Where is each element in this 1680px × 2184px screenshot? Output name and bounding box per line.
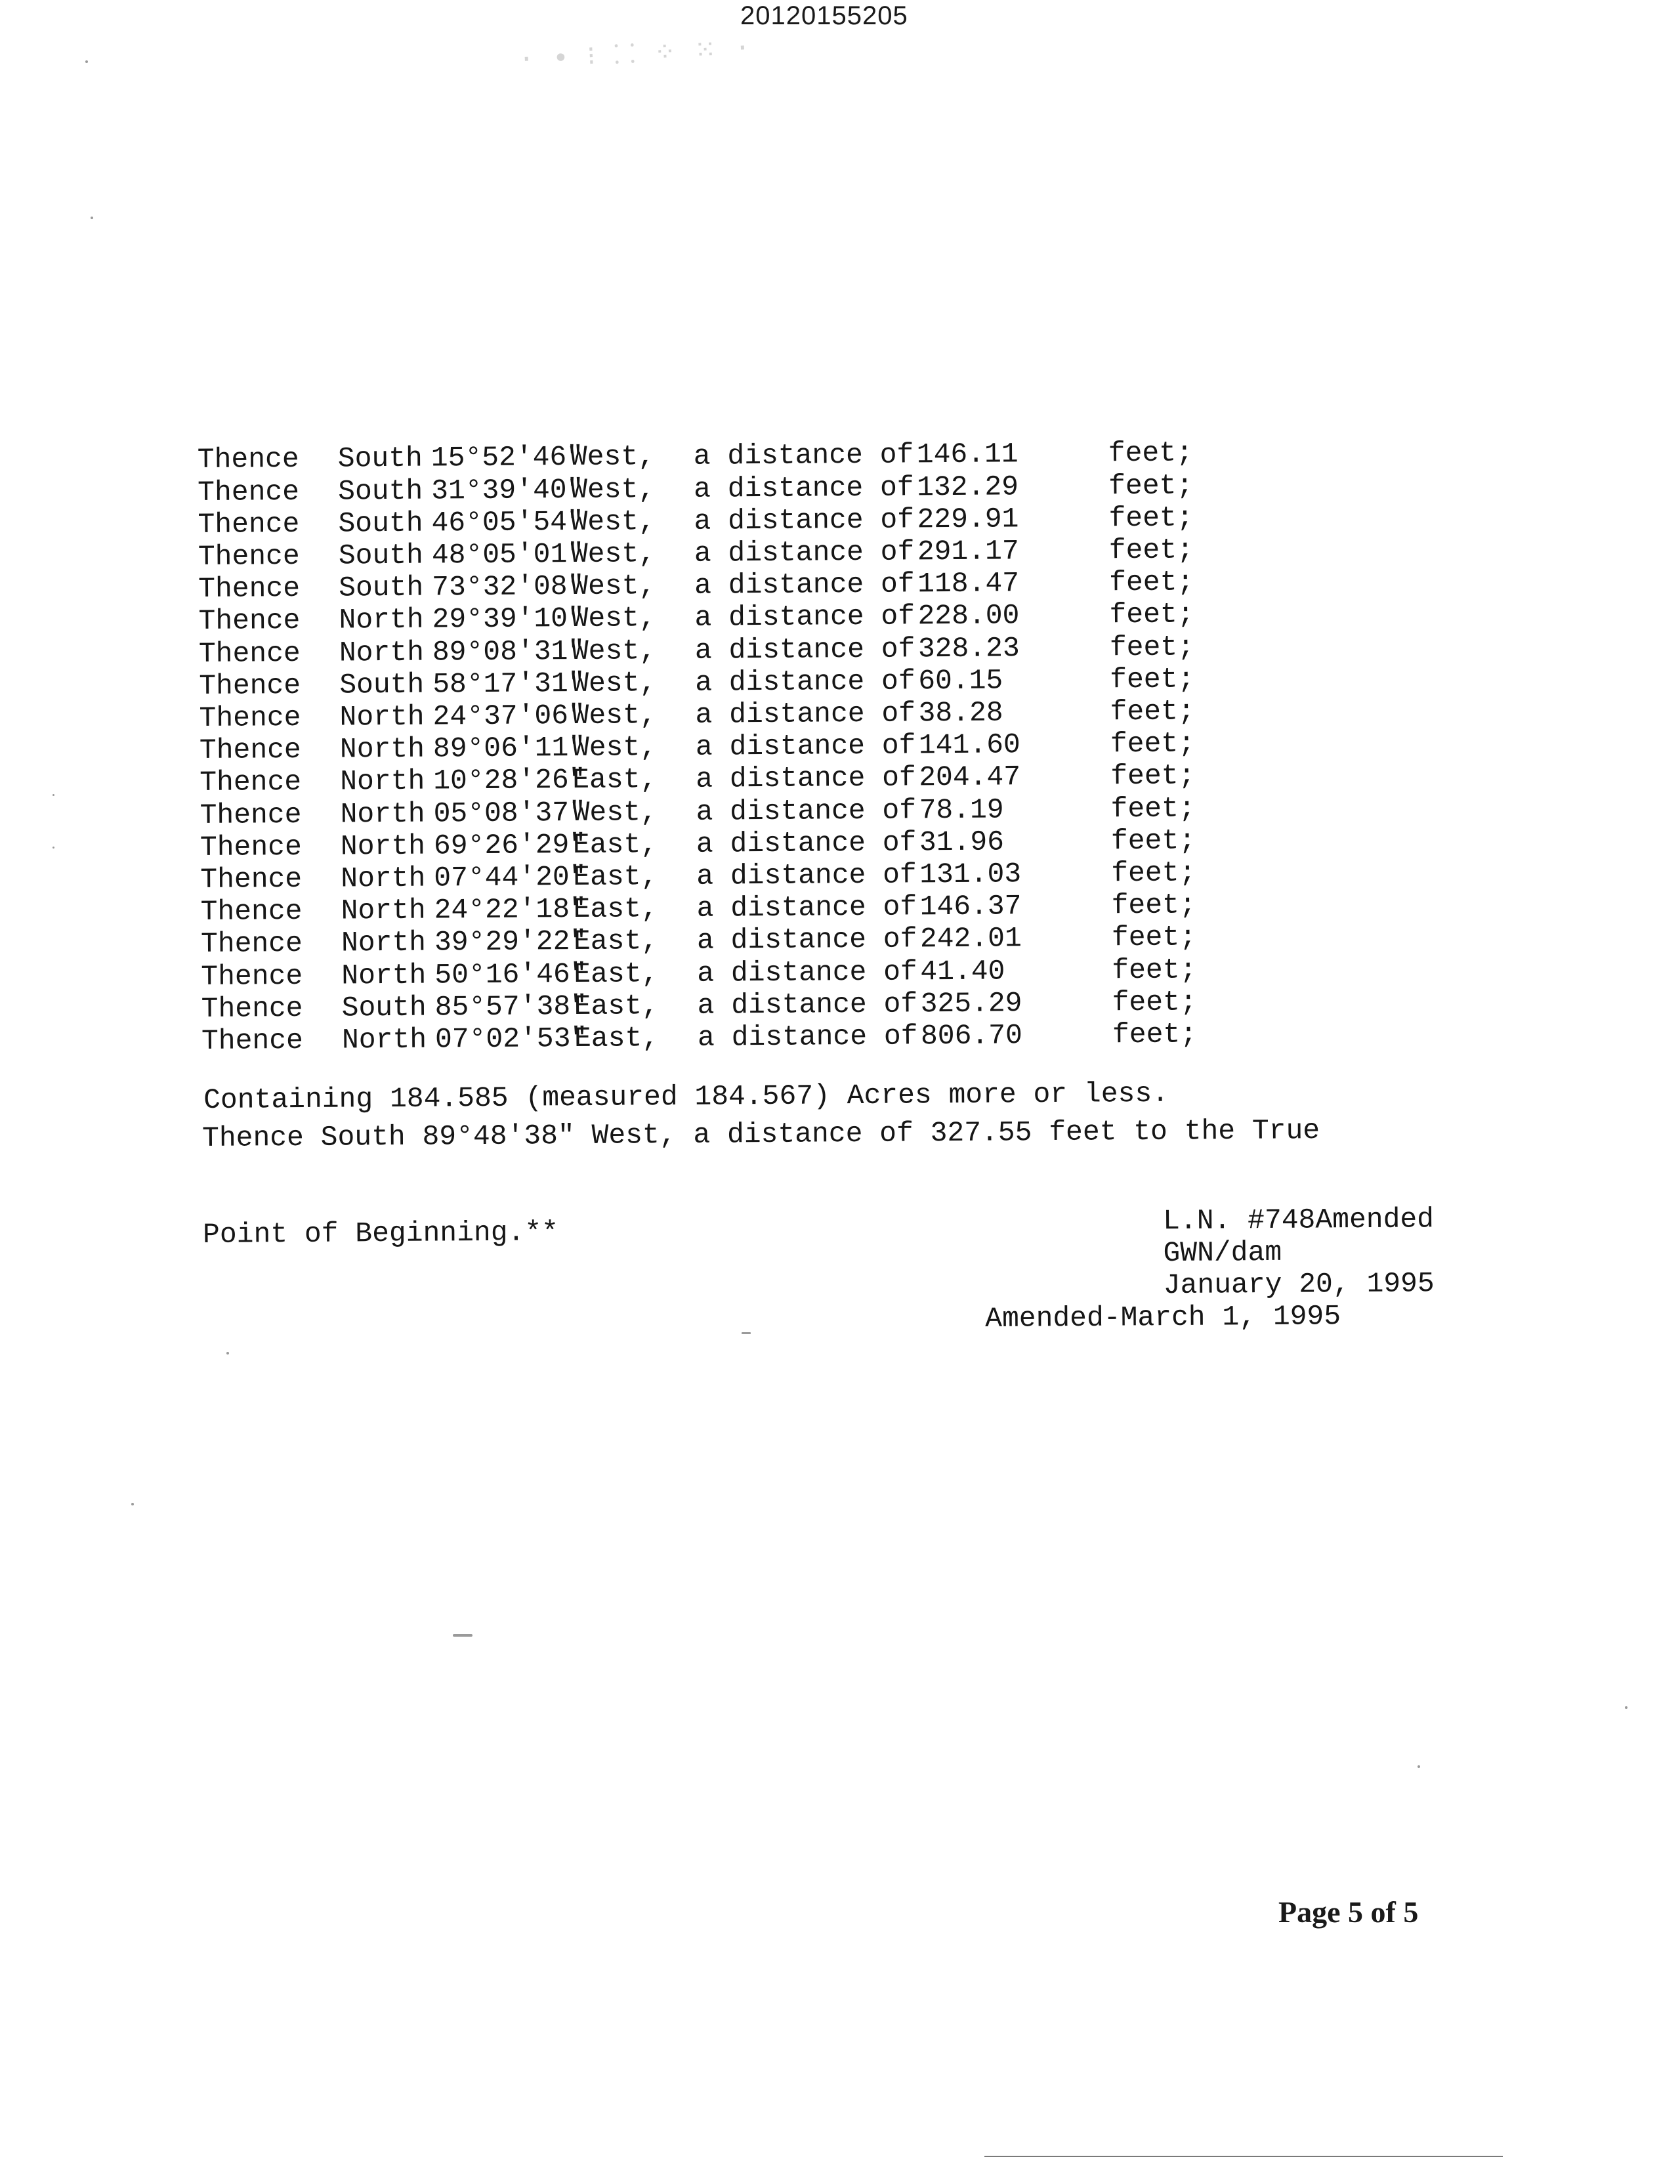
- call-unit: feet;: [1109, 598, 1194, 631]
- call-distance-phrase: a distance of: [696, 826, 917, 860]
- scan-speck: [453, 1634, 472, 1637]
- call-distance-value: 328.23: [917, 631, 1020, 665]
- call-unit: feet;: [1112, 986, 1197, 1019]
- amended-date: Amended-March 1, 1995: [985, 1300, 1341, 1335]
- call-unit: feet;: [1111, 921, 1197, 954]
- call-bearing: 10°28'26": [433, 764, 586, 797]
- call-unit: feet;: [1112, 954, 1197, 986]
- call-bearing: 89°08'31": [432, 635, 585, 669]
- call-thence: Thence: [200, 830, 302, 864]
- call-distance-value: 204.47: [919, 761, 1021, 794]
- call-distance-phrase: a distance of: [693, 438, 914, 473]
- bottom-rule: [984, 2156, 1503, 2157]
- call-unit: feet;: [1109, 631, 1195, 663]
- call-thence: Thence: [199, 701, 301, 735]
- call-thence: Thence: [197, 443, 299, 476]
- scan-speck: [1625, 1706, 1628, 1709]
- call-thence: Thence: [199, 734, 301, 767]
- call-distance-value: 118.47: [917, 567, 1020, 600]
- call-distance-value: 31.96: [919, 826, 1005, 859]
- call-distance-phrase: a distance of: [695, 729, 916, 763]
- initials: GWN/dam: [1163, 1236, 1282, 1270]
- call-direction: North: [340, 830, 426, 863]
- call-direction: North: [341, 894, 426, 927]
- scan-speck: [742, 1332, 751, 1334]
- call-thence: Thence: [200, 895, 303, 929]
- call-direction: North: [341, 1023, 427, 1057]
- call-bearing: 07°44'20": [434, 860, 587, 894]
- call-distance-phrase: a distance of: [694, 471, 914, 505]
- call-thence: Thence: [198, 475, 300, 509]
- call-distance-phrase: a distance of: [697, 988, 918, 1022]
- scan-speck: [52, 847, 54, 849]
- call-unit: feet;: [1108, 501, 1194, 535]
- call-east-west: West,: [571, 602, 656, 635]
- call-direction: South: [339, 571, 424, 604]
- call-distance-phrase: a distance of: [694, 600, 915, 635]
- call-distance-phrase: a distance of: [696, 761, 916, 796]
- call-direction: South: [339, 668, 425, 702]
- original-date: January 20, 1995: [1163, 1267, 1435, 1302]
- call-east-west: West,: [570, 472, 656, 506]
- call-unit: feet;: [1108, 469, 1194, 502]
- call-direction: South: [338, 539, 424, 572]
- call-unit: feet;: [1108, 534, 1194, 567]
- call-east-west: West,: [570, 537, 656, 571]
- call-distance-value: 242.01: [919, 922, 1022, 956]
- call-distance-value: 146.37: [919, 890, 1022, 923]
- call-bearing: 24°37'06": [432, 699, 586, 733]
- call-east-west: East,: [572, 763, 658, 797]
- call-east-west: East,: [572, 828, 658, 861]
- call-list: [198, 435, 1501, 1058]
- call-distance-value: 146.11: [916, 438, 1018, 471]
- call-distance-phrase: a distance of: [694, 503, 915, 537]
- call-direction: South: [337, 442, 423, 475]
- call-unit: feet;: [1109, 566, 1194, 599]
- call-bearing: 05°08'37": [433, 796, 587, 830]
- call-direction: North: [339, 636, 425, 669]
- acreage-statement: Containing 184.585 (measured 184.567) Acres more or less.: [203, 1077, 1169, 1116]
- call-distance-value: 132.29: [917, 470, 1019, 503]
- call-direction: South: [338, 507, 423, 540]
- call-east-west: West,: [572, 731, 658, 765]
- call-distance-value: 229.91: [917, 503, 1019, 536]
- call-unit: feet;: [1110, 824, 1196, 858]
- call-direction: North: [341, 927, 427, 959]
- call-distance-phrase: a distance of: [694, 536, 915, 570]
- call-distance-phrase: a distance of: [695, 665, 915, 699]
- page-number: Page 5 of 5: [1278, 1895, 1419, 1929]
- call-east-west: West,: [571, 634, 657, 667]
- call-direction: North: [339, 732, 425, 766]
- call-distance-value: 78.19: [919, 793, 1004, 826]
- scan-speck: [131, 1503, 134, 1505]
- metes-and-bounds-calls: [197, 370, 1503, 1283]
- call-bearing: 46°05'54": [431, 505, 584, 539]
- call-thence: Thence: [199, 669, 301, 702]
- call-east-west: East,: [574, 989, 659, 1022]
- call-distance-value: 41.40: [920, 955, 1005, 988]
- call-east-west: West,: [572, 666, 657, 700]
- call-thence: Thence: [200, 798, 302, 831]
- call-distance-phrase: a distance of: [696, 794, 917, 828]
- call-bearing: 24°22'18": [434, 893, 587, 927]
- call-distance-phrase: a distance of: [697, 1020, 918, 1054]
- call-east-west: West,: [572, 795, 658, 829]
- call-unit: feet;: [1110, 727, 1196, 761]
- call-bearing: 15°52'46": [430, 441, 584, 474]
- faint-stamp-mark: · ∙ ⁝ ⸬ ⁘ ⁙ ·: [518, 32, 753, 75]
- closing-call-line-2: Point of Beginning.**: [202, 1216, 559, 1251]
- call-bearing: 50°16'46": [434, 957, 587, 992]
- scan-speck: [52, 794, 54, 796]
- call-distance-value: 325.29: [920, 987, 1022, 1020]
- call-thence: Thence: [198, 637, 301, 670]
- call-unit: feet;: [1108, 436, 1194, 470]
- call-direction: North: [341, 862, 426, 895]
- call-bearing: 85°57'38": [434, 990, 588, 1024]
- scan-speck: [1418, 1765, 1420, 1768]
- call-distance-phrase: a distance of: [697, 956, 917, 990]
- call-distance-value: 141.60: [918, 728, 1020, 762]
- call-distance-value: 60.15: [918, 664, 1003, 698]
- call-thence: Thence: [200, 927, 303, 961]
- call-distance-phrase: a distance of: [696, 891, 917, 925]
- call-direction: North: [341, 959, 427, 992]
- call-distance-value: 228.00: [917, 599, 1020, 633]
- ln-reference: L.N. #748Amended: [1162, 1203, 1435, 1238]
- call-direction: South: [341, 991, 427, 1024]
- call-distance-value: 38.28: [918, 696, 1003, 730]
- call-thence: Thence: [200, 862, 303, 896]
- call-thence: Thence: [200, 766, 302, 799]
- call-thence: Thence: [198, 572, 301, 606]
- call-distance-value: 131.03: [919, 858, 1022, 891]
- call-bearing: 58°17'31": [432, 667, 585, 701]
- call-east-west: East,: [574, 957, 659, 990]
- scan-speck: [91, 217, 93, 219]
- call-direction: North: [339, 700, 425, 734]
- call-east-west: West,: [570, 505, 656, 538]
- call-unit: feet;: [1110, 759, 1196, 793]
- call-thence: Thence: [198, 539, 300, 574]
- call-distance-value: 291.17: [917, 535, 1019, 568]
- call-thence: Thence: [198, 507, 300, 541]
- call-bearing: 31°39'40": [431, 473, 584, 507]
- call-east-west: East,: [574, 1022, 660, 1055]
- call-unit: feet;: [1110, 695, 1195, 728]
- call-direction: North: [340, 765, 425, 798]
- scan-speck: [85, 60, 88, 63]
- document-number: 20120155205: [740, 1, 908, 30]
- call-bearing: 39°29'22": [434, 925, 587, 959]
- call-bearing: 73°32'08": [432, 570, 585, 604]
- call-thence: Thence: [201, 1024, 304, 1058]
- call-bearing: 89°06'11": [432, 732, 586, 765]
- call-distance-phrase: a distance of: [694, 632, 915, 667]
- call-distance-value: 806.70: [920, 1019, 1023, 1053]
- call-unit: feet;: [1111, 889, 1196, 922]
- call-bearing: 07°02'53": [434, 1022, 588, 1056]
- call-bearing: 48°05'01": [431, 537, 585, 572]
- call-direction: North: [340, 797, 425, 831]
- call-east-west: East,: [573, 892, 658, 926]
- call-east-west: West,: [572, 699, 657, 732]
- call-thence: Thence: [201, 992, 303, 1025]
- signature-block: [984, 1203, 1435, 1335]
- call-thence: Thence: [201, 959, 303, 993]
- call-thence: Thence: [198, 604, 301, 638]
- call-direction: North: [339, 604, 424, 637]
- call-direction: South: [338, 474, 423, 508]
- call-bearing: 69°26'29": [433, 828, 587, 862]
- call-distance-phrase: a distance of: [694, 568, 915, 602]
- call-east-west: East,: [573, 925, 659, 958]
- call-bearing: 29°39'10": [432, 602, 585, 636]
- call-east-west: West,: [570, 440, 656, 474]
- call-distance-phrase: a distance of: [695, 697, 916, 731]
- scan-speck: [226, 1352, 229, 1354]
- closing-call-line-1: Thence South 89°48'38" West, a distance of 327.55 feet to the True: [201, 1114, 1320, 1154]
- call-east-west: East,: [573, 860, 658, 894]
- call-unit: feet;: [1112, 1018, 1198, 1051]
- call-unit: feet;: [1111, 856, 1196, 890]
- call-distance-phrase: a distance of: [696, 858, 917, 892]
- call-unit: feet;: [1110, 663, 1195, 696]
- call-east-west: West,: [571, 570, 656, 603]
- call-distance-phrase: a distance of: [696, 923, 917, 957]
- call-unit: feet;: [1110, 792, 1196, 825]
